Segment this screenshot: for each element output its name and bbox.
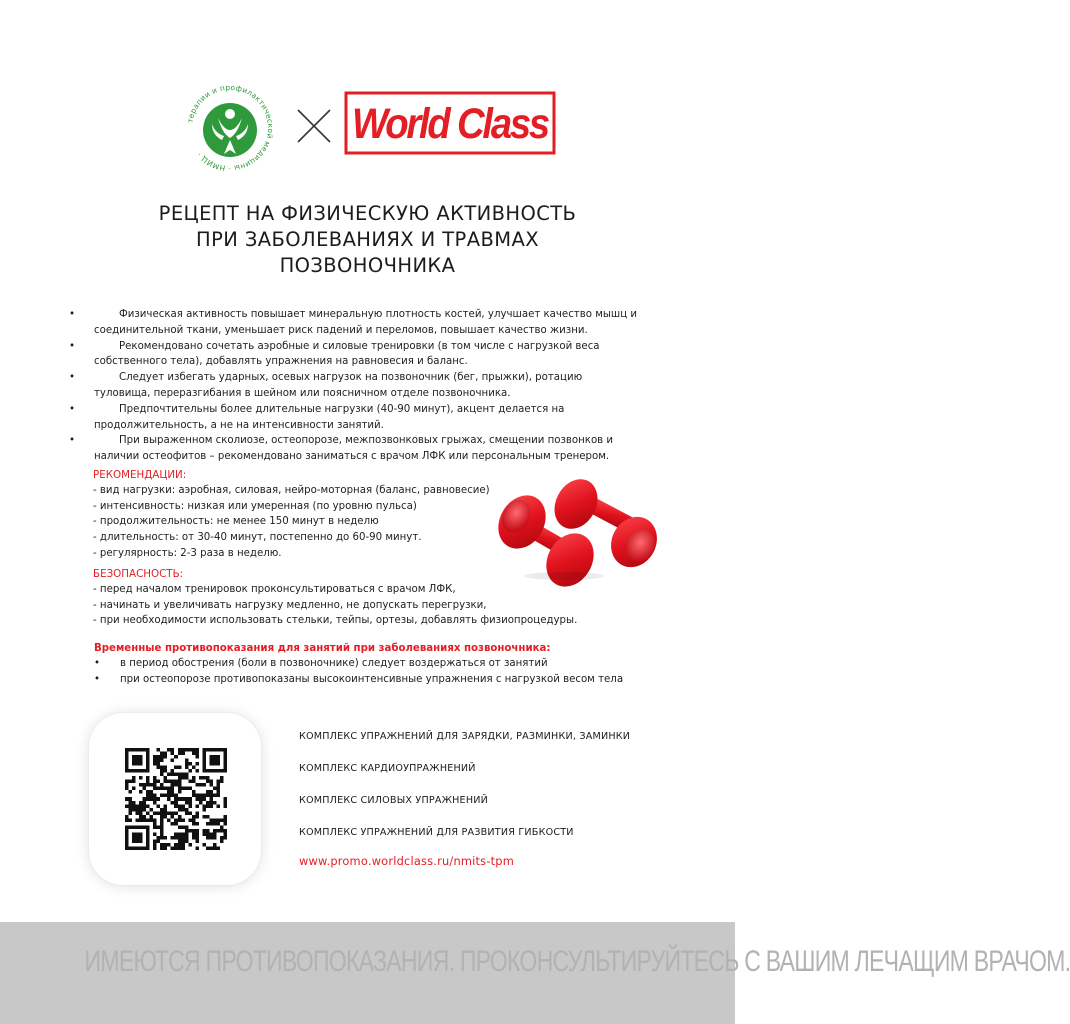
list-item: - длительность: от 30-40 минут, постепенно до 60-90 минут. (93, 532, 422, 544)
list-item: - перед началом тренировок проконсультироваться с врачом ЛФК, (93, 584, 456, 595)
list-item: • Следует избегать ударных, осевых нагрузок на позвоночник (бег, прыжки), ротацию туловища, переразгибания в шейном или поясничном отделе позвоночника. (94, 370, 639, 402)
title-line: ПРИ ЗАБОЛЕВАНИЯХ И ТРАВМАХ (196, 228, 539, 251)
svg-text:World Class: World Class (352, 100, 550, 148)
page-title (60, 201, 675, 279)
list-item: • в период обострения (боли в позвоночнике) следует воздержаться от занятий (120, 656, 623, 672)
exercise-link-strength[interactable]: КОМПЛЕКС СИЛОВЫХ УПРАЖНЕНИЙ (299, 795, 488, 806)
list-item: • Физическая активность повышает минеральную плотность костей, улучшает качество мышц и соединительной ткани, уменьшает риск падений и переломов, повышает качество жизни. (94, 307, 639, 339)
list-item: - при необходимости использовать стельки, тейпы, ортезы, добавлять физиопроцедуры. (93, 615, 578, 627)
exercise-link-flexibility[interactable]: КОМПЛЕКС УПРАЖНЕНИЙ ДЛЯ РАЗВИТИЯ ГИБКОСТИ (299, 827, 574, 838)
promo-url[interactable]: www.promo.worldclass.ru/nmits-tpm (299, 854, 515, 868)
list-item: • Предпочтительны более длительные нагрузки (40-90 минут), акцент делается на продолжительность, а не на интенсивности занятий. (94, 402, 639, 434)
list-item: - интенсивность: низкая или умеренная (по уровню пульса) (93, 500, 417, 512)
list-item: - вид нагрузки: аэробная, силовая, нейро-моторная (баланс, равновесие) (93, 485, 490, 496)
footer-band (0, 922, 1070, 1024)
world-class-logo (344, 91, 556, 155)
contraindications-heading: Временные противопоказания для занятий при заболеваниях позвоночника: (94, 643, 551, 654)
recommendations-list (93, 483, 490, 562)
exercise-link-cardio[interactable]: КОМПЛЕКС КАРДИОУПРАЖНЕНИЙ (299, 763, 476, 774)
list-item: • при остеопорозе противопоказаны высокоинтенсивные упражнения с нагрузкой весом тела (120, 672, 623, 688)
list-item: - начинать и увеличивать нагрузку медленно, не допускать перегрузки, (93, 599, 487, 611)
benefits-list (94, 307, 639, 465)
nmits-logo-icon (180, 78, 280, 178)
safety-heading: БЕЗОПАСНОСТЬ: (93, 568, 184, 580)
list-item: - продолжительность: не менее 150 минут в неделю (93, 516, 379, 528)
svg-text:терапии и профилактической мед: терапии и профилактической медицины · НМИЦ · (185, 82, 276, 174)
recommendations-heading: РЕКОМЕНДАЦИИ: (93, 469, 187, 481)
list-item: • При выраженном сколиозе, остеопорозе, межпозвонковых грыжах, смещении позвонков и наличии остеофитов – рекомендовано заниматься с врачом ЛФК или персональным тренером. (94, 433, 639, 465)
exercise-links (299, 729, 630, 857)
qr-code-icon[interactable] (125, 748, 227, 850)
title-line: ПОЗВОНОЧНИКА (279, 254, 456, 277)
contraindications-list (120, 656, 623, 688)
cross-icon (294, 104, 334, 148)
qr-card (89, 713, 261, 885)
exercise-link-warmup[interactable]: КОМПЛЕКС УПРАЖНЕНИЙ ДЛЯ ЗАРЯДКИ, РАЗМИНКИ, ЗАМИНКИ (299, 731, 631, 742)
title-line: РЕЦЕПТ НА ФИЗИЧЕСКУЮ АКТИВНОСТЬ (158, 202, 577, 225)
list-item: - регулярность: 2-3 раза в неделю. (93, 547, 282, 559)
dumbbells-image (494, 474, 670, 592)
footer-warning: ИМЕЮТСЯ ПРОТИВОПОКАЗАНИЯ. ПРОКОНСУЛЬТИРУЙТЕСЬ С ВАШИМ ЛЕЧАЩИМ ВРАЧОМ. (84, 945, 1070, 978)
list-item: • Рекомендовано сочетать аэробные и силовые тренировки (в том числе с нагрузкой веса собственного тела), добавлять упражнения на равновесия и баланс. (94, 339, 639, 371)
